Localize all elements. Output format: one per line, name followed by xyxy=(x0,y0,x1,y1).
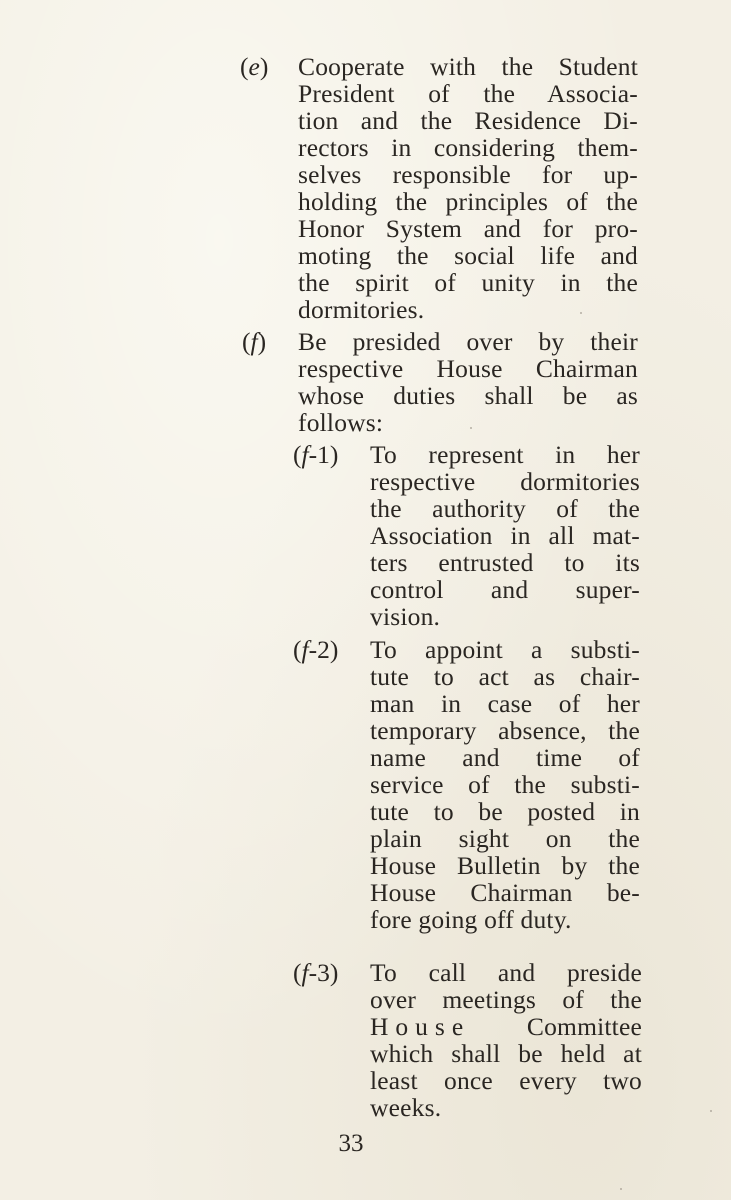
item-e-marker: (e) xyxy=(240,52,269,81)
paper-speck xyxy=(620,1188,622,1190)
item-f-line: respective House Chairman xyxy=(298,354,638,383)
item-f-marker: (f) xyxy=(242,327,267,356)
item-f-line: Be presided over by their xyxy=(298,327,638,356)
subitem-f2-line: House Chairman be- xyxy=(370,878,640,907)
subitem-f3-line: weeks. xyxy=(370,1093,442,1122)
subitem-f2-line: temporary absence, the xyxy=(370,716,640,745)
subitem-f1-line: control and super- xyxy=(370,575,640,604)
paper-speck xyxy=(470,427,472,429)
subitem-f3-line: least once every two xyxy=(370,1066,642,1095)
subitem-f1-line: respective dormitories xyxy=(370,467,640,496)
subitem-f1-marker: (f-1) xyxy=(293,440,339,469)
subitem-f1-line: the authority of the xyxy=(370,494,640,523)
paper-speck xyxy=(710,1110,712,1112)
subitem-f2-line: name and time of xyxy=(370,743,640,772)
subitem-f1-line: Association in all mat- xyxy=(370,521,640,550)
subitem-f2-line: tute to be posted in xyxy=(370,797,640,826)
spaced-word: House xyxy=(370,1012,471,1041)
subitem-f1-line: vision. xyxy=(370,602,441,631)
item-f-line: whose duties shall be as xyxy=(298,381,638,410)
subitem-f2-line: man in case of her xyxy=(370,689,640,718)
subitem-f2-marker: (f-2) xyxy=(293,635,339,664)
item-e-line: Cooperate with the Student xyxy=(298,52,638,81)
paper-speck xyxy=(580,312,582,314)
item-e-line: dormitories. xyxy=(298,295,425,324)
page-number: 33 xyxy=(338,1130,364,1157)
item-e-line: President of the Associa- xyxy=(298,79,638,108)
item-e-line: selves responsible for up- xyxy=(298,160,638,189)
item-e-line: tion and the Residence Di- xyxy=(298,106,638,135)
subitem-f2-line: plain sight on the xyxy=(370,824,640,853)
subitem-f2-line: service of the substi- xyxy=(370,770,640,799)
word: Committee xyxy=(526,1012,642,1041)
subitem-f1-line: ters entrusted to its xyxy=(370,548,640,577)
subitem-f3-line xyxy=(370,1013,642,1040)
item-e-line: holding the principles of the xyxy=(298,187,638,216)
subitem-f3-marker: (f-3) xyxy=(293,958,339,987)
subitem-f2-line: fore going off duty. xyxy=(370,905,572,934)
subitem-f2-line: To appoint a substi- xyxy=(370,635,640,664)
subitem-f3-line: over meetings of the xyxy=(370,985,642,1014)
subitem-f3-line: To call and preside xyxy=(370,958,642,987)
subitem-f2-line: tute to act as chair- xyxy=(370,662,640,691)
subitem-f2-line: House Bulletin by the xyxy=(370,851,640,880)
item-e-line: the spirit of unity in the xyxy=(298,268,638,297)
subitem-f1-line: To represent in her xyxy=(370,440,640,469)
item-e-line: Honor System and for pro- xyxy=(298,214,638,243)
item-e-line: moting the social life and xyxy=(298,241,638,270)
subitem-f3-line: which shall be held at xyxy=(370,1039,642,1068)
item-f-line: follows: xyxy=(298,408,384,437)
item-e-line: rectors in considering them- xyxy=(298,133,638,162)
